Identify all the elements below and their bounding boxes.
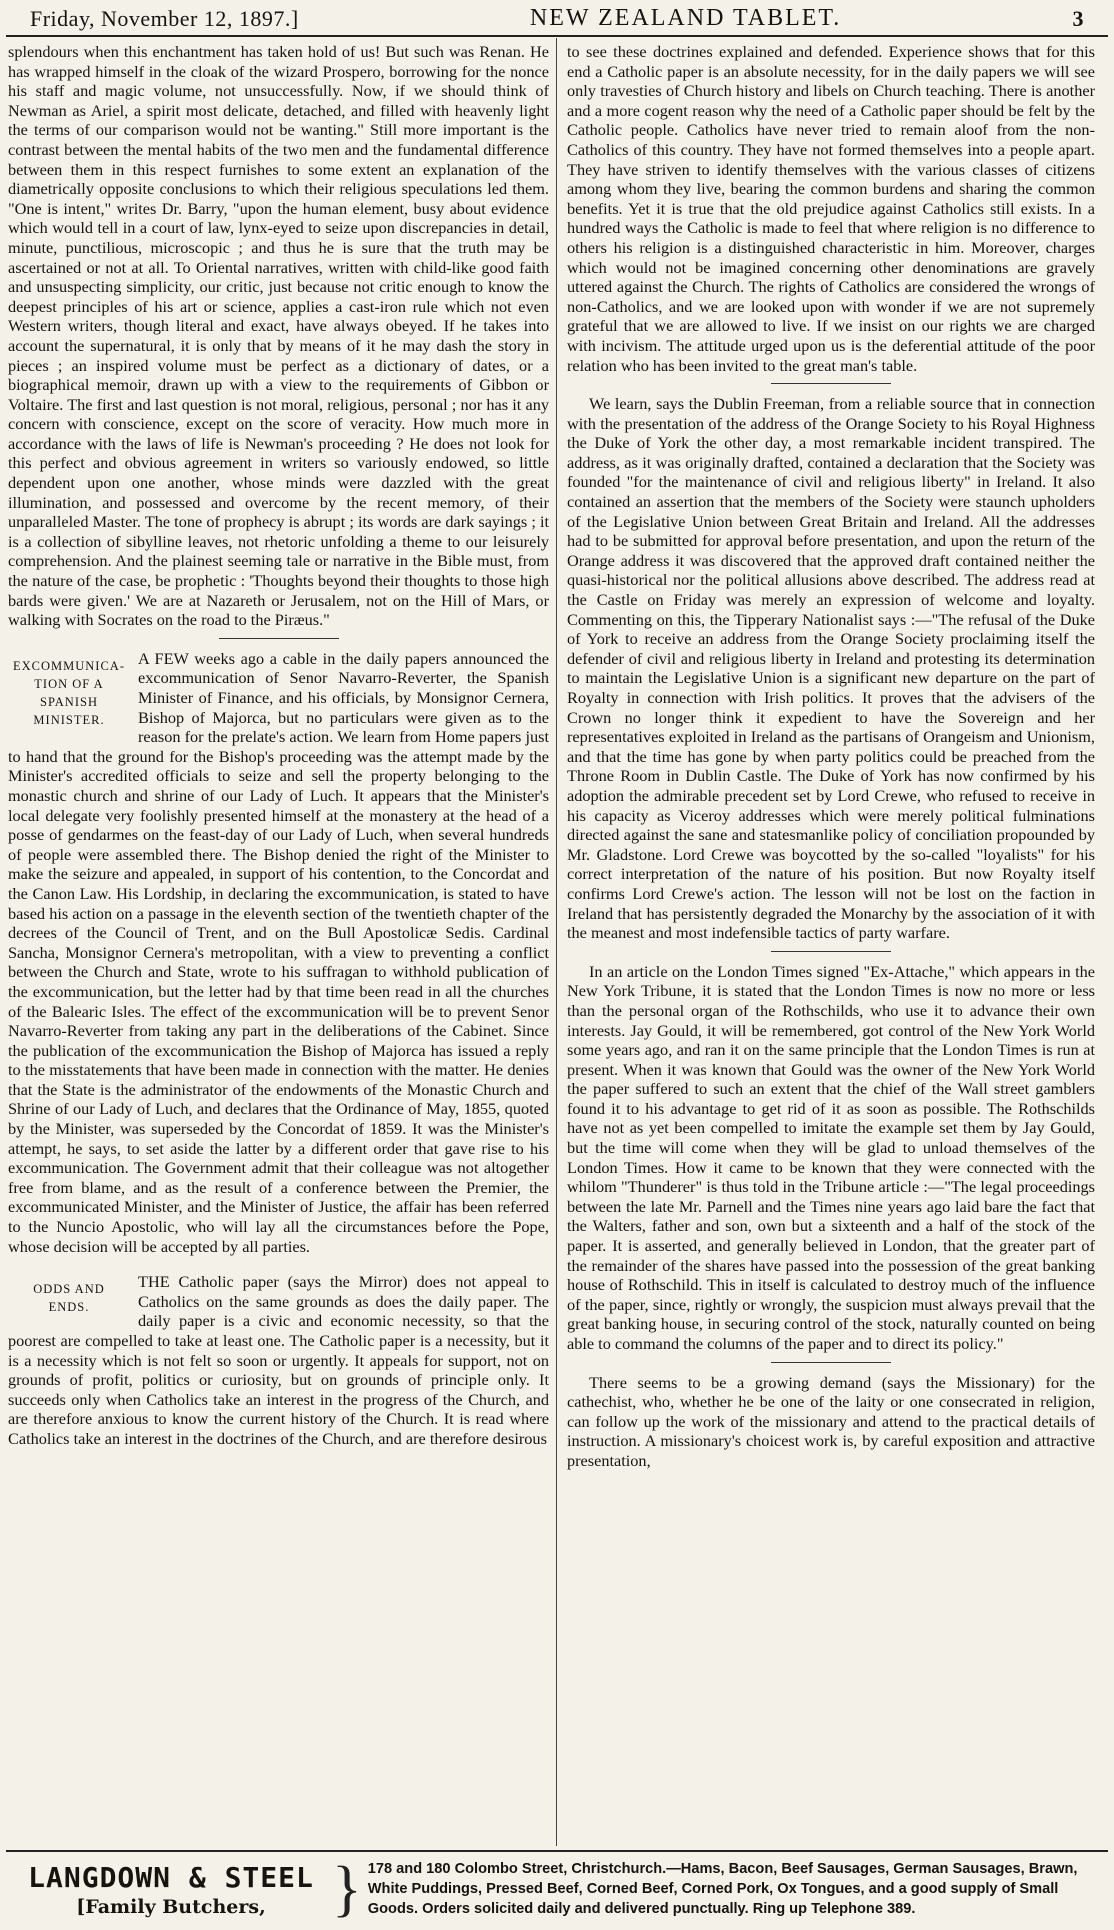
london-times-article: In an article on the London Times signed "Ex-Attache," which appears in the New York Tribune, it is stated that the London Times is now no more or less than the personal organ of the Rothschilds, who use it to advance their own interests. Jay Gould, it will be remembered, got control of the New York World some years ago, and ran it on the same principle that the London Times is run at present. When it was known that Gould was the owner of the New York World the paper suffered to such an extent that the chief of the Wall street gamblers found it to his advantage to get rid of it as soon as possible. The Rothschilds have not as yet been compelled to imitate the example set them by Jay Gould, but the time will come when they will be glad to unload themselves of the London Times. How it came to be known that they were connected with the whilom "Thunderer" is thus told in the Tribune article :—"The legal proceedings between the late Mr. Parnell and the Times nine years ago laid bare the fact that the Walters, father and son, own but a sixteenth and a half of the stock of the paper. It is asserted, and generally believed in London, that the greater part of the remainder of the shares have passed into the possession of the great banking house of Rothschild. This in itself is calculated to destroy much of the influence of the paper, since, rightly or wrongly, the suspicion must always prevail that the great banking house, in securing control of the stock, naturally counted on being able to command the columns of the paper and to direct its policy." (567, 961, 1095, 1353)
advertiser-subtitle: [Family Butchers, (76, 1895, 266, 1918)
section-separator (771, 383, 891, 384)
advertiser-name: LANGDOWN & STEEL (28, 1860, 314, 1894)
section-separator (219, 638, 339, 639)
section-separator (771, 951, 891, 952)
gap (8, 1256, 549, 1272)
odds-and-ends-sidehead: ODDS AND ENDS. (33, 1282, 105, 1315)
masthead (30, 6, 1084, 32)
advertisement-text: 178 and 180 Colombo Street, Christchurch.—Hams, Bacon, Beef Sausages, German Sausages, Brawn, White Puddings, Pressed Beef, Corned Beef, Corned Pork, Ox Tongues, and a good supply of Small Goods. Orders solicited daily and delivered punctually. Ring up Telephone 389. (367, 1861, 1078, 1917)
brace-icon: } (332, 1855, 362, 1923)
catholic-paper-continuation: to see these doctrines explained and defended. Experience shows that for this end a Catholic paper is an absolute necessity, for in the daily papers we will see only travesties of Church history and libels on Church teaching. There is another and a more cogent reason why the need of a Catholic paper should be felt by the Catholic people. Catholics have never tried to remain aloof from the non-Catholics of this country. They have not formed themselves into a people apart. They have striven to identify themselves with the various classes of citizens among whom they live, bearing the common burdens and sharing the common benefits. Yet it is true that the old prejudice against Catholics still exists. In a hundred ways the Catholic is made to feel that where religion is no difference to others his religion is a distinguished characteristic in him. Moreover, charges which would not be imagined concerning other denominations are gravely uttered against the Church. The rights of Catholics are considered the wrongs of non-Catholics, and we are looked upon with wonder if we are not supremely grateful that we are allowed to live. If we insist on our rights we are charged with incivism. The attitude urged upon us is the deferential attitude of the poor relation who has been invited to the great man's table. (567, 42, 1095, 375)
left-column (8, 42, 549, 1449)
advertisement (12, 1856, 1102, 1922)
odds-and-ends-article: THE Catholic paper (says the Mirror) does not appeal to Catholics on the same grounds as does the daily paper. The daily paper is a civic and economic necessity, so that the poorest are compelled to take at least one. The Catholic paper is a necessity, but it is a necessity which is not felt so soon or urgently. It appeals for support, not on grounds of profit, politics or curiosity, but on grounds of principle only. It succeeds only when Catholics take an interest in the progress of the Church, and are therefore anxious to know the current history of the Church. It is read where Catholics take an interest in the doctrines of the Church, and are therefore desirous (8, 1272, 549, 1448)
issue-date: Friday, November 12, 1897.] (30, 6, 299, 31)
catechist-article: There seems to be a growing demand (says the Missionary) for the cathechist, who, whether he be one of the laity or one consecrated in religion, can follow up the work of the missionary and attend to the practical details of instruction. A missionary's choicest work is, by careful exposition and attractive presentation, (567, 1372, 1095, 1470)
renan-newman-continuation: splendours when this enchantment has taken hold of us! But such was Renan. He has wrapped himself in the cloak of the wizard Prospero, borrowing for the nonce his staff and magic volume, not unsuccessfully. Now, if we should think of Newman as Ariel, a spirit most delicate, detached, and filled with heavenly light the terms of our comparison would not be wanting." Still more important is the contrast between the mental habits of the two men and the fundamental difference between them in this respect furnishes to some extent an explanation of the diametrically opposite conclusions to which their religious speculations led them. "One is intent," writes Dr. Barry, "upon the human element, busy about evidence which would tell in a court of law, lynx-eyed to seize upon discrepancies in detail, minute, punctilious, microscopic ; and thus he is sure that the truth may be ascertained or not at all. To Oriental narratives, written with child-like good faith and unsuspecting simplicity, our critic, just because not critic enough to know the deepest principles of his art or science, applies a cast-iron rule which not even Western writers, though literal and exact, have always obeyed. If he takes into account the supernatural, it is only that by means of it he may dash the story in pieces ; an inspired volume must be perfect as a dictionary of dates, or a biographical memoir, drawn up with a view to the requirements of Gibbon or Voltaire. The first and last question is not moral, religious, personal ; nor has it any concern with conscience, except on the score of veracity. How much more in accordance with the laws of life is Newman's proceeding ? He does not look for this perfect and obvious agreement in writers so variously endowed, so little dependent upon one another, whose minds were dazzled with the great illumination, and possessed and overcome by the recent memory, of their unparalleled Master. The tone of prophecy is abrupt ; its words are dark sayings ; it is a collection of sibylline leaves, not rhetoric unfolding a theme to our leisurely comprehension. And the plainest seeming tale or narrative in the Bible must, from the nature of the case, be prophetic : 'Thoughts beyond their thoughts to those high bards were given.' We are at Nazareth or Jerusalem, not on the Hill of Mars, or walking with Socrates on the road to the Piræus." (8, 42, 549, 630)
column-divider (556, 38, 557, 1846)
section-separator (771, 1362, 891, 1363)
advertiser-name-block (12, 1861, 330, 1918)
excommunication-sidehead: EXCOMMUNICA- TION OF A SPANISH MINISTER. (13, 658, 125, 727)
header-rule (6, 35, 1108, 37)
right-column (567, 42, 1095, 1471)
orange-society-article: We learn, says the Dublin Freeman, from a reliable source that in connection with the presentation of the address of the Orange Society to his Royal Highness the Duke of York the other day, a most remarkable incident transpired. The address, as it was originally drafted, contained a declaration that the Society was founded "for the maintenance of civil and religious liberty" in Ireland. It also contained an assertion that the members of the Society were staunch upholders of the Legislative Union between Great Britain and Ireland. All the addresses had to be submitted for approval before presentation, and upon the return of the Orange address it was discovered that the approved draft contained neither the quasi-historical nor the political allusions above described. The address read at the Castle on Friday was merely an expression of welcome and loyalty. Commenting on this, the Tipperary Nationalist says :—"The refusal of the Duke of York to receive an address from the Orange Society proclaiming itself the defender of civil and religious liberty in Ireland and protesting its determination to maintain the Legislative Union is a significant new departure on the part of Royalty in connection with Irish politics. It proves that the advisers of the Crown no longer think it expedient to have the Sovereign and her representatives exploited in Ireland as the partisans of Orangeism and Unionism, and that the time has gone by when party politics could be preached from the Throne Room in Dublin Castle. The Duke of York has now confirmed by his adoption the admirable precedent set by Lord Crewe, who refused to receive in his capacity as Viceroy addresses which were merely political fulminations directed against the sane and statesmanlike policy of conciliation propounded by Mr. Gladstone. Lord Crewe was boycotted by the so-called "loyalists" for his correct interpretation of the nature of his position. But now Royalty itself confirms Lord Crewe's action. The lesson will not be lost on the faction in Ireland that has persistently degraded the Monarchy by the association of it with the meanest and most indefensible tactics of party warfare. (567, 394, 1095, 943)
footer-rule (6, 1850, 1108, 1852)
page-number: 3 (1072, 6, 1084, 31)
excommunication-article: A FEW weeks ago a cable in the daily papers announced the excommunication of Senor Navarro-Reverter, the Spanish Minister of Finance, and his officials, by Monsignor Cernera, Bishop of Majorca, but no particulars were given as to the reason for the prelate's action. We learn from Home papers just to hand that the ground for the Bishop's proceeding was the attempt made by the Minister's accredited officials to seize and sell the property belonging to the monastic church and shrine of our Lady of Luch. It appears that the Minister's local delegate very foolishly presented himself at the monastery at the head of a posse of gendarmes on the feast-day of our Lady of Luch, when several hundreds of people were assembled there. The Bishop denied the right of the Minister to make the seizure and appealed, in support of his contention, to the Concordat and the Canon Law. His Lordship, in declaring the excommunication, is stated to have based his action on a passage in the eleventh section of the twentieth chapter of the decrees of the Council of Trent, and on the Bull Apostolicæ Sedis. Cardinal Sancha, Monsignor Cernera's metropolitan, with a view to preventing a conflict between the Church and State, wrote to his suffragan to withhold publication of the excommunication, but the letter had by that time been read in all the churches of the Balearic Isles. The effect of the excommunication will be to prevent Senor Navarro-Reverter from taking any part in the deliberations of the Cabinet. Since the publication of the excommunication the Bishop of Majorca has issued a reply to the misstatements that have been made in connection with the matter. He denies that the State is the administrator of the endowments of the Monastic Church and Shrine of our Lady of Luch, and declares that the Ordinance of May, 1855, quoted by the Minister, was superseded by the Concordat of 1859. It was the Minister's attempt, he says, to set aside the latter by a different order that gave rise to his excommunication. The Government admit that their colleague was not altogether free from blame, and as the result of a conference between the Premier, the excommunicated Minister, and the Minister of Justice, the affair has been referred to the Nuncio Apostolic, who will lay all the circumstances before the Pope, whose decision will be accepted by all parties. (8, 648, 549, 1256)
newspaper-title: NEW ZEALAND TABLET. (529, 5, 842, 31)
